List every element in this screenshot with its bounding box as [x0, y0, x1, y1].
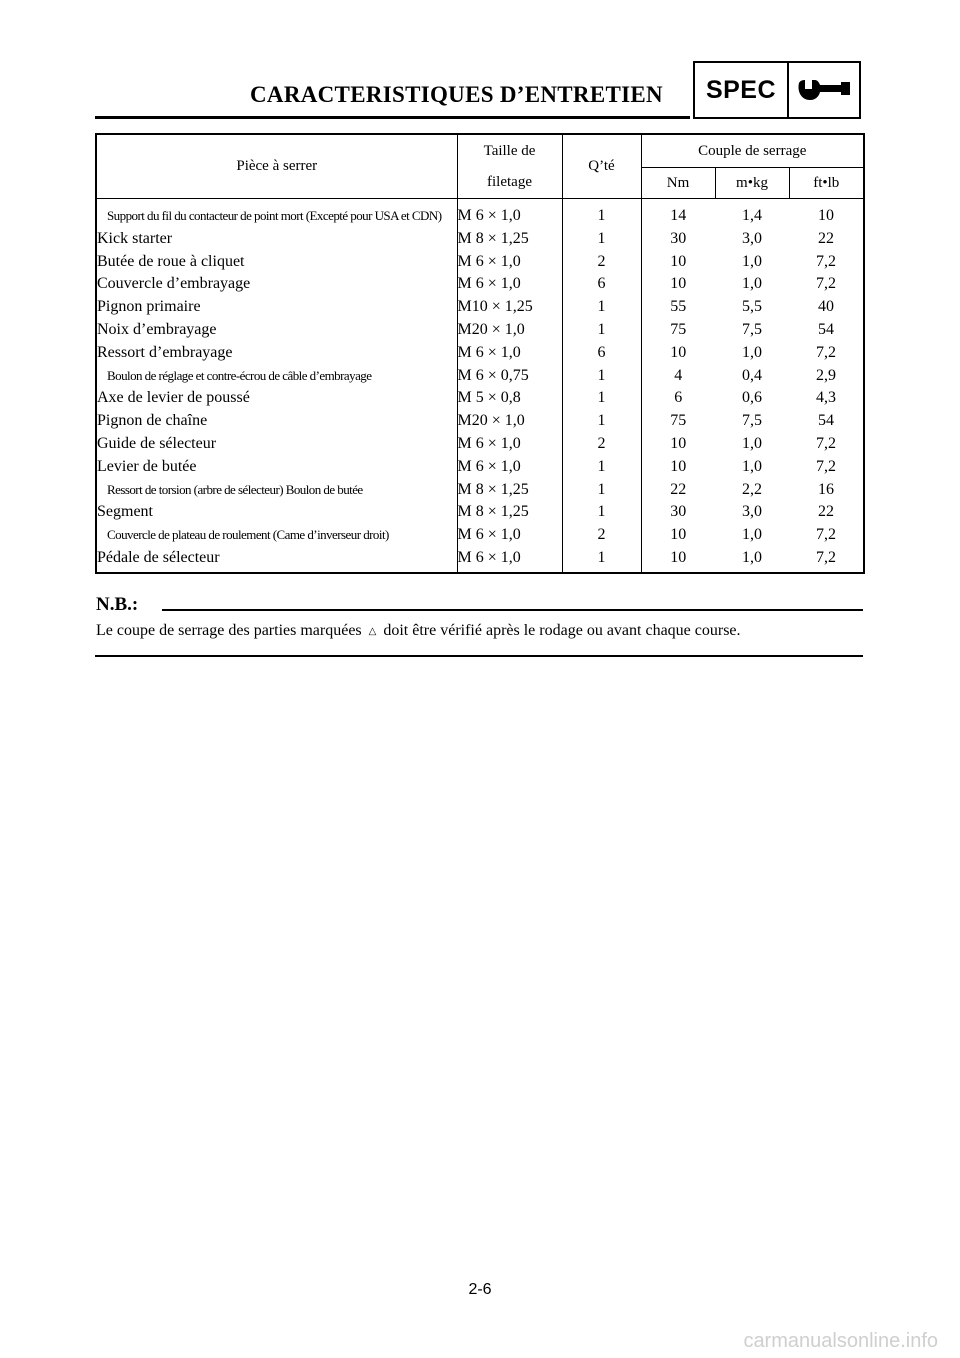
header-thread-line2: filetage	[457, 168, 562, 199]
cell-qty: 2	[562, 524, 641, 547]
table-row	[96, 365, 864, 388]
cell-qty: 1	[562, 456, 641, 479]
cell-mkg: 1,0	[742, 457, 762, 475]
cell-thread: M 6 × 1,0	[457, 342, 562, 365]
cell-qty: 6	[562, 273, 641, 296]
cell-qty: 1	[562, 296, 641, 319]
cell-ftlb: 22	[818, 503, 834, 521]
cell-qty: 1	[562, 547, 641, 573]
cell-part: Support du fil du contacteur de point mort (Excepté pour USA et CDN)	[96, 199, 457, 228]
cell-nm: 75	[670, 412, 687, 430]
cell-ftlb: 7,2	[816, 526, 836, 544]
page-number: 2-6	[468, 1281, 492, 1298]
spec-label: SPEC	[695, 63, 789, 117]
cell-part: Boulon de réglage et contre-écrou de câble d’embrayage	[96, 365, 457, 388]
cell-qty: 2	[562, 433, 641, 456]
table-row	[96, 228, 864, 251]
cell-mkg: 1,0	[742, 526, 762, 544]
cell-part: Couvercle de plateau de roulement (Came d’inverseur droit)	[96, 524, 457, 547]
table-row	[96, 433, 864, 456]
header-part: Pièce à serrer	[96, 134, 457, 199]
table-row	[96, 387, 864, 410]
cell-qty: 6	[562, 342, 641, 365]
note-text-after: doit être vérifié après le rodage ou avant chaque course.	[383, 622, 741, 639]
cell-ftlb: 7,2	[816, 548, 836, 566]
cell-ftlb: 7,2	[816, 343, 836, 361]
cell-part: Pignon primaire	[96, 296, 457, 319]
note-rule	[162, 609, 863, 611]
watermark: carmanualsonline.info	[743, 1330, 938, 1352]
cell-ftlb: 7,2	[816, 434, 836, 452]
cell-ftlb: 7,2	[816, 275, 836, 293]
cell-ftlb: 54	[818, 320, 834, 338]
table-row	[96, 251, 864, 274]
cell-thread: M 6 × 1,0	[457, 524, 562, 547]
table-row	[96, 456, 864, 479]
table-row	[96, 501, 864, 524]
cell-ftlb: 7,2	[816, 252, 836, 270]
cell-qty: 1	[562, 365, 641, 388]
table-row	[96, 410, 864, 433]
spec-badge	[693, 61, 861, 119]
wrench-icon	[789, 63, 859, 117]
cell-thread: M10 × 1,25	[457, 296, 562, 319]
cell-mkg: 1,0	[742, 343, 762, 361]
header-nm: Nm	[641, 168, 715, 199]
cell-thread: M 6 × 1,0	[457, 433, 562, 456]
cell-qty: 1	[562, 387, 641, 410]
title-underline	[95, 116, 690, 119]
cell-thread: M 8 × 1,25	[457, 228, 562, 251]
cell-mkg: 3,0	[742, 229, 762, 247]
cell-nm: 6	[674, 389, 683, 407]
note-text-before: Le coupe de serrage des parties marquées	[96, 622, 362, 639]
cell-ftlb: 10	[818, 207, 834, 224]
cell-mkg: 7,5	[742, 320, 762, 338]
cell-mkg: 0,6	[742, 389, 762, 407]
cell-ftlb: 16	[818, 480, 834, 498]
cell-thread: M20 × 1,0	[457, 319, 562, 342]
cell-ftlb: 2,9	[816, 366, 836, 384]
cell-nm: 10	[670, 343, 687, 361]
table-row	[96, 319, 864, 342]
header-mkg: m•kg	[715, 168, 789, 199]
cell-qty: 1	[562, 479, 641, 502]
cell-mkg: 2,2	[742, 480, 762, 498]
cell-ftlb: 22	[818, 229, 834, 247]
cell-nm: 30	[670, 503, 687, 521]
cell-part: Ressort d’embrayage	[96, 342, 457, 365]
cell-nm: 10	[670, 548, 687, 566]
table-row	[96, 524, 864, 547]
cell-mkg: 1,0	[742, 275, 762, 293]
note-label: N.B.:	[96, 594, 139, 615]
cell-mkg: 1,0	[742, 252, 762, 270]
cell-thread: M 6 × 0,75	[457, 365, 562, 388]
torque-spec-table	[95, 133, 865, 574]
cell-nm: 10	[670, 275, 687, 293]
cell-mkg: 1,4	[742, 207, 762, 224]
cell-part: Noix d’embrayage	[96, 319, 457, 342]
cell-nm: 75	[670, 320, 687, 338]
cell-thread: M 5 × 0,8	[457, 387, 562, 410]
cell-nm: 10	[670, 457, 687, 475]
cell-part: Pédale de sélecteur	[96, 547, 457, 573]
note-bottom-rule	[95, 655, 863, 657]
page-title: CARACTERISTIQUES D’ENTRETIEN	[250, 82, 663, 107]
cell-mkg: 1,0	[742, 548, 762, 566]
cell-thread: M 6 × 1,0	[457, 547, 562, 573]
cell-qty: 1	[562, 319, 641, 342]
cell-part: Guide de sélecteur	[96, 433, 457, 456]
cell-qty: 1	[562, 501, 641, 524]
cell-mkg: 3,0	[742, 503, 762, 521]
cell-nm: 14	[670, 207, 687, 224]
table-row	[96, 296, 864, 319]
cell-nm: 10	[670, 434, 687, 452]
cell-thread: M20 × 1,0	[457, 410, 562, 433]
cell-mkg: 1,0	[742, 434, 762, 452]
cell-thread: M 6 × 1,0	[457, 273, 562, 296]
cell-thread: M 8 × 1,25	[457, 501, 562, 524]
cell-nm: 10	[670, 526, 687, 544]
cell-part: Segment	[96, 501, 457, 524]
cell-ftlb: 7,2	[816, 457, 836, 475]
cell-qty: 1	[562, 228, 641, 251]
cell-thread: M 6 × 1,0	[457, 199, 562, 228]
table-row	[96, 342, 864, 365]
cell-thread: M 8 × 1,25	[457, 479, 562, 502]
cell-qty: 1	[562, 199, 641, 228]
cell-qty: 1	[562, 410, 641, 433]
cell-mkg: 7,5	[742, 412, 762, 430]
cell-nm: 30	[670, 229, 687, 247]
cell-part: Kick starter	[96, 228, 457, 251]
cell-part: Axe de levier de poussé	[96, 387, 457, 410]
cell-nm: 22	[670, 480, 687, 498]
table-row	[96, 273, 864, 296]
cell-part: Ressort de torsion (arbre de sélecteur) Boulon de butée	[96, 479, 457, 502]
cell-nm: 4	[674, 366, 683, 384]
note-text	[96, 622, 741, 640]
cell-qty: 2	[562, 251, 641, 274]
cell-thread: M 6 × 1,0	[457, 251, 562, 274]
cell-mkg: 5,5	[742, 298, 762, 316]
header-torque: Couple de serrage	[641, 134, 864, 168]
cell-part: Levier de butée	[96, 456, 457, 479]
triangle-icon: △	[368, 626, 377, 637]
cell-part: Pignon de chaîne	[96, 410, 457, 433]
header-ftlb: ft•lb	[789, 168, 864, 199]
header-thread-line1: Taille de	[457, 134, 562, 168]
header-qty: Q’té	[562, 134, 641, 199]
cell-part: Couvercle d’embrayage	[96, 273, 457, 296]
cell-nm: 10	[670, 252, 687, 270]
cell-part: Butée de roue à cliquet	[96, 251, 457, 274]
table-row	[96, 199, 864, 228]
cell-mkg: 0,4	[742, 366, 762, 384]
table-row	[96, 547, 864, 573]
table-row	[96, 479, 864, 502]
cell-thread: M 6 × 1,0	[457, 456, 562, 479]
cell-nm: 55	[670, 298, 687, 316]
cell-ftlb: 40	[818, 298, 834, 316]
cell-ftlb: 54	[818, 412, 834, 430]
cell-ftlb: 4,3	[816, 389, 836, 407]
